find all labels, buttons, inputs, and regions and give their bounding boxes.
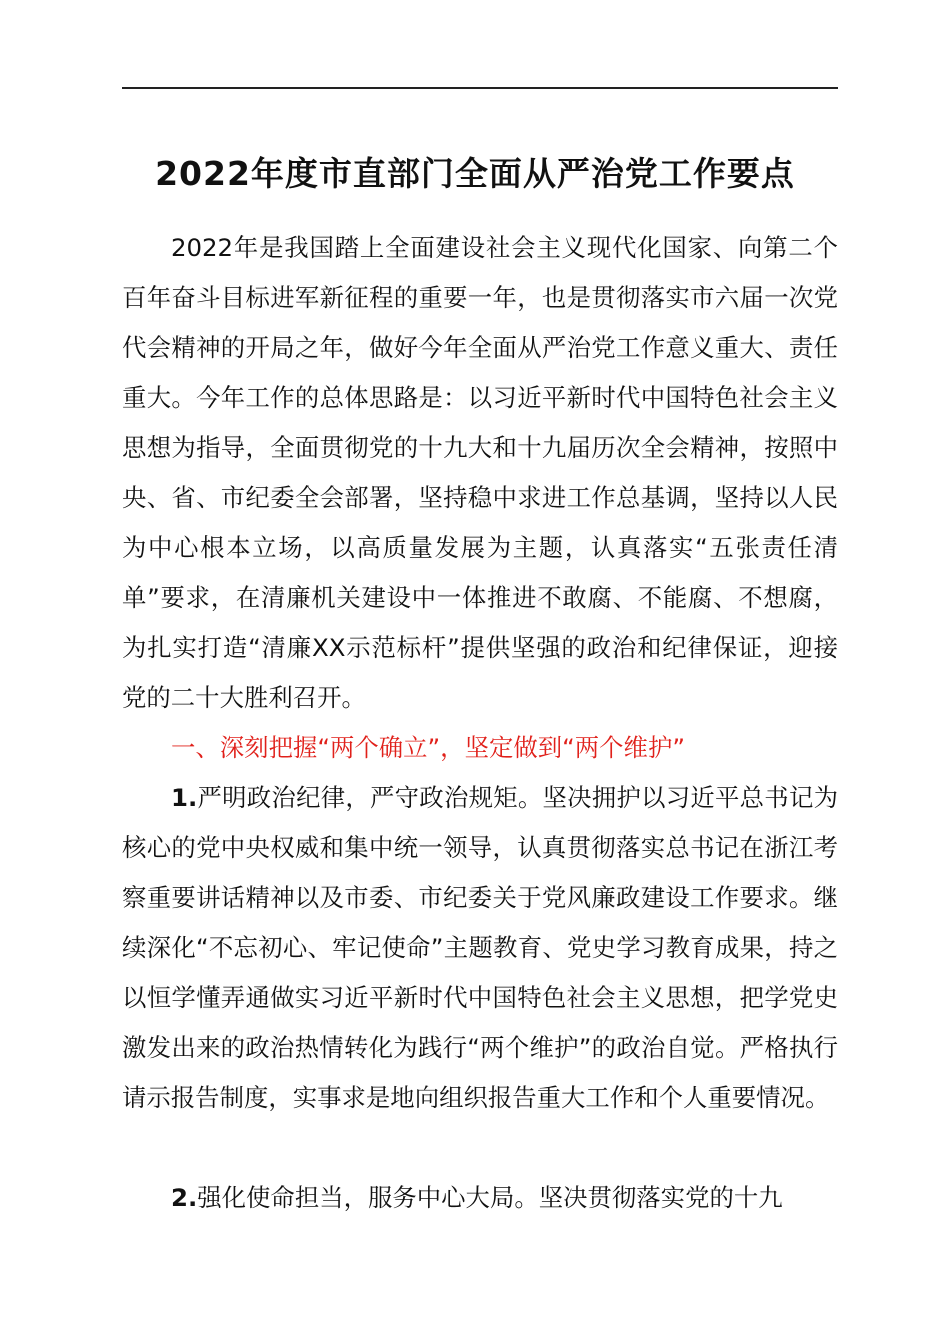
header-rule bbox=[122, 87, 838, 89]
item-2-text: 强化使命担当，服务中心大局。坚决贯彻落实党的十九 bbox=[197, 1183, 783, 1212]
intro-paragraph: 2022年是我国踏上全面建设社会主义现代化国家、向第二个百年奋斗目标进军新征程的重要一年，也是贯彻落实市六届一次党代会精神的开局之年，做好今年全面从严治党工作意义重大、责任重大。今年工作的总体思路是：以习近平新时代中国特色社会主义思想为指导，全面贯彻党的十九大和十九届历次全会精神，按照中央、省、市纪委全会部署，坚持稳中求进工作总基调，坚持以人民为中心根本立场，以高质量发展为主题，认真落实“五张责任清单”要求，在清廉机关建设中一体推进不敢腐、不能腐、不想腐，为扎实打造“清廉XX示范标杆”提供坚强的政治和纪律保证，迎接党的二十大胜利召开。 bbox=[122, 233, 838, 712]
item-2-number: 2. bbox=[171, 1183, 198, 1212]
document-title: 2022年度市直部门全面从严治党工作要点 bbox=[155, 154, 795, 193]
item-1-paragraph bbox=[122, 773, 838, 1123]
section-heading-1: 一、深刻把握“两个确立”，坚定做到“两个维护” bbox=[171, 733, 685, 762]
item-1-number: 1. bbox=[171, 783, 198, 812]
item-1-text: 严明政治纪律，严守政治规矩。坚决拥护以习近平总书记为核心的党中央权威和集中统一领导，认真贯彻落实总书记在浙江考察重要讲话精神以及市委、市纪委关于党风廉政建设工作要求。继续深化“不忘初心、牢记使命”主题教育、党史学习教育成果，持之以恒学懂弄通做实习近平新时代中国特色社会主义思想，把学党史激发出来的政治热情转化为践行“两个维护”的政治自觉。严格执行请示报告制度，实事求是地向组织报告重大工作和个人重要情况。 bbox=[122, 783, 838, 1112]
item-2-paragraph bbox=[122, 1173, 838, 1223]
